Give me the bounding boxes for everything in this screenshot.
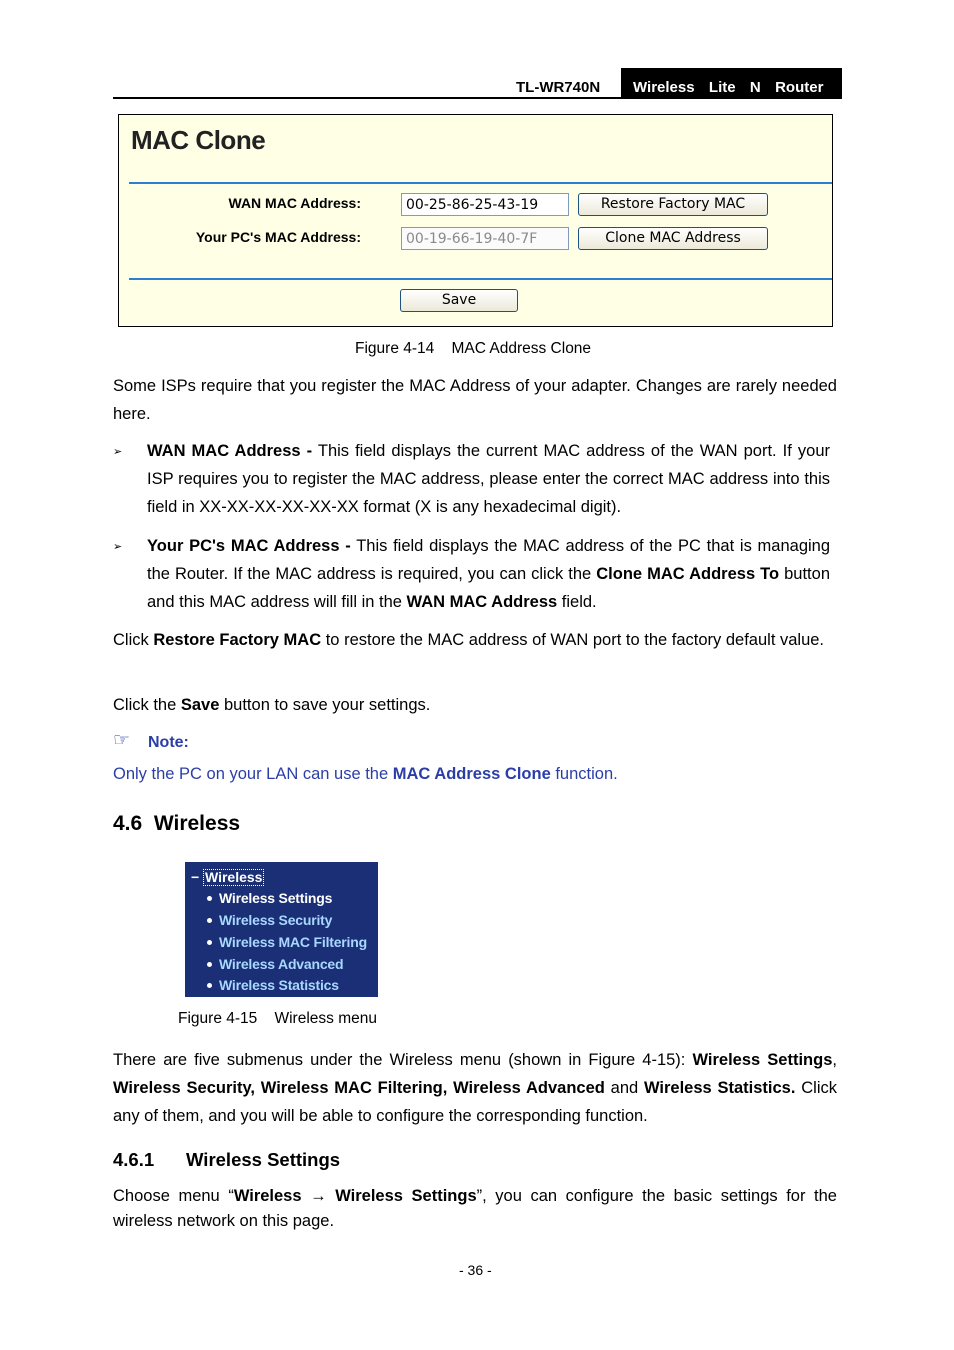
figure-14-caption: Figure 4-14 MAC Address Clone: [355, 340, 592, 357]
note-label: Note:: [148, 734, 189, 751]
note-hand-icon: ☞: [113, 729, 131, 751]
restore-paragraph: [113, 626, 830, 654]
note-bold: MAC Address Clone: [392, 765, 551, 783]
submenus-text: ,: [832, 1051, 837, 1069]
bullet-pc-text: button and this MAC address will fill in the: [147, 565, 830, 611]
header-rule: [113, 97, 842, 99]
page-number: - 36 -: [459, 1262, 492, 1278]
bullet-dot-icon: [207, 918, 212, 923]
bullet-pc-text: field.: [557, 593, 597, 611]
section-number-4-6-1: 4.6.1: [113, 1149, 155, 1170]
menu-item-wireless-advanced[interactable]: Wireless Advanced: [219, 956, 344, 972]
submenus-text: and: [604, 1079, 644, 1097]
pc-mac-input[interactable]: 00-19-66-19-40-7F: [401, 227, 569, 250]
bullet-wan-term: WAN MAC Address -: [147, 442, 313, 460]
restore-text: to restore the MAC address of WAN port to the factory default value.: [321, 631, 825, 649]
wan-mac-input[interactable]: 00-25-86-25-43-19: [401, 193, 569, 216]
choose-bold: Wireless Settings: [335, 1187, 477, 1205]
intro-text: Some ISPs require that you register the MAC Address of your adapter. Changes are rarely needed here.: [113, 377, 837, 423]
submenus-bold: Wireless Statistics.: [643, 1079, 796, 1097]
bullet-pc-text: This field displays the MAC address of the PC that is managing the Router. If the MAC address is required, you can click the: [147, 537, 831, 583]
choose-bold: Wireless: [233, 1187, 302, 1205]
panel-divider-bottom: [129, 278, 832, 280]
menu-item-wireless-settings[interactable]: Wireless Settings: [219, 890, 333, 906]
save-button[interactable]: Save: [400, 289, 518, 312]
panel-divider-top: [129, 182, 832, 184]
bullet-dot-icon: [207, 962, 212, 967]
collapse-minus-icon[interactable]: −: [191, 869, 200, 885]
menu-item-wireless-security[interactable]: Wireless Security: [219, 912, 333, 928]
save-paragraph: [113, 691, 837, 719]
submenus-paragraph: [113, 1046, 837, 1130]
panel-title: MAC Clone: [131, 125, 266, 155]
bullet-pc-bold: WAN MAC Address: [406, 593, 558, 611]
note-text-part: function.: [550, 765, 618, 783]
bullet-dot-icon: [207, 983, 212, 988]
clone-mac-address-button[interactable]: Clone MAC Address: [578, 227, 768, 250]
bullet-dot-icon: [207, 940, 212, 945]
submenus-bold: Wireless Security, Wireless MAC Filtering, Wireless Advanced: [113, 1079, 605, 1097]
choose-paragraph: [113, 1184, 837, 1234]
mac-clone-panel: [118, 114, 833, 327]
save-text: Click the: [113, 696, 181, 714]
wireless-menu-title[interactable]: Wireless: [205, 869, 263, 885]
save-text: button to save your settings.: [219, 696, 431, 714]
submenus-bold: Wireless Settings: [692, 1051, 833, 1069]
restore-factory-mac-button[interactable]: Restore Factory MAC: [578, 193, 768, 216]
submenus-text: Click any of them, and you will be able to configure the corresponding function.: [113, 1079, 837, 1125]
bullet-pc-term: Your PC's MAC Address -: [147, 537, 351, 555]
section-title-4-6-1: Wireless Settings: [186, 1149, 341, 1170]
section-heading-4-6: 4.6 Wireless: [113, 812, 241, 835]
intro-paragraph: [113, 372, 837, 428]
bullet-arrow-icon: ➢: [113, 446, 123, 458]
pc-mac-label: Your PC's MAC Address:: [195, 229, 361, 245]
bullet-arrow-icon: ➢: [113, 541, 123, 553]
bullet-wan: [147, 437, 830, 521]
restore-bold: Restore Factory MAC: [153, 631, 322, 649]
arrow-right-icon: →: [301, 1187, 336, 1205]
save-bold: Save: [180, 696, 220, 714]
header-model: TL-WR740N: [516, 79, 601, 96]
menu-item-wireless-statistics[interactable]: Wireless Statistics: [219, 977, 339, 993]
note-text: [113, 760, 837, 788]
header-product: Wireless Lite N Router: [633, 79, 824, 96]
menu-item-wireless-mac-filtering[interactable]: Wireless MAC Filtering: [219, 934, 367, 950]
bullet-dot-icon: [207, 896, 212, 901]
figure-15-caption: Figure 4-15 Wireless menu: [178, 1010, 377, 1027]
bullet-wan-text: This field displays the current MAC address of the WAN port. If your ISP requires you to register the MAC address, please enter the correct MAC address into this field in XX-XX-XX-XX-XX-XX format (X is any hexadecimal digit).: [147, 442, 830, 516]
wireless-menu: [185, 862, 378, 997]
wan-mac-label: WAN MAC Address:: [228, 195, 361, 211]
note-text-part: Only the PC on your LAN can use the: [113, 765, 393, 783]
choose-text: ”, you can configure the basic settings for the wireless network on this page.: [113, 1187, 837, 1230]
choose-text: Choose menu “: [113, 1187, 234, 1205]
submenus-text: There are five submenus under the Wireless menu (shown in Figure 4-15):: [113, 1051, 693, 1069]
bullet-pc: [147, 532, 830, 616]
bullet-pc-bold: Clone MAC Address To: [596, 565, 780, 583]
restore-text: Click: [113, 631, 154, 649]
